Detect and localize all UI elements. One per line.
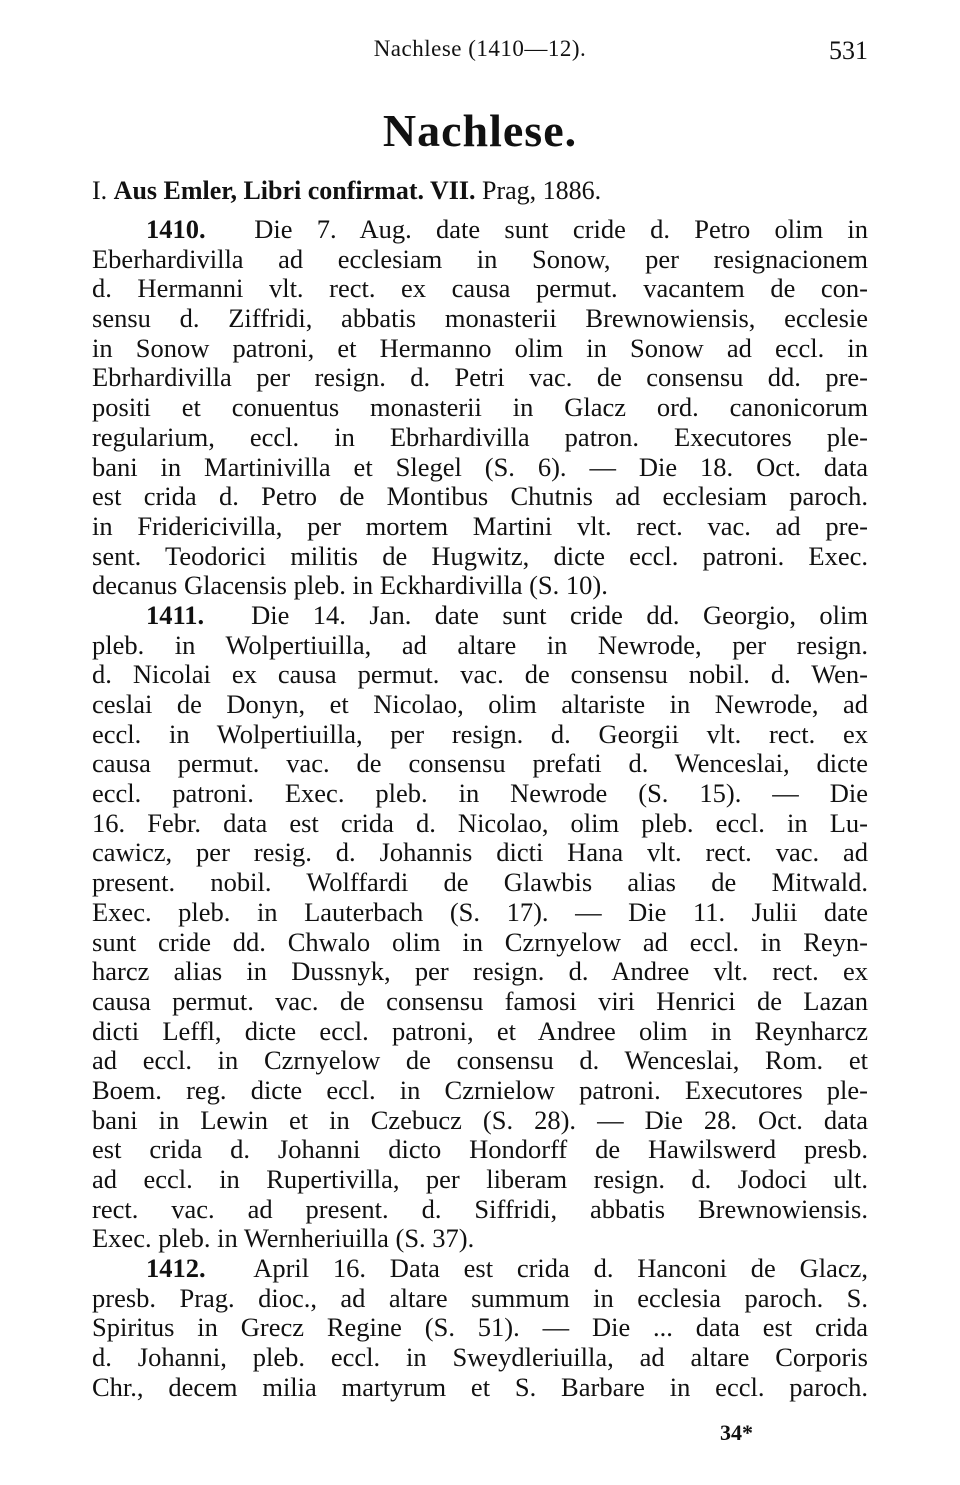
- text-line: Exec. pleb. in Lauterbach (S. 17). — Die 11. Julii date: [92, 896, 868, 927]
- text-line: est crida d. Johanni dicto Hondorff de Hawilswerd presb.: [92, 1134, 868, 1165]
- text-line: d. Nicolai ex causa permut. vac. de consensu nobil. d. Wen-: [92, 659, 868, 690]
- text-line: present. nobil. Wolffardi de Glawbis alias de Mitwald.: [92, 867, 868, 898]
- page-number: 531: [829, 36, 868, 65]
- text-line: positi et conuentus monasterii in Glacz ord. canonicorum: [92, 392, 868, 423]
- section-title: Nachlese.: [382, 105, 578, 156]
- year-heading: 1410.: [146, 214, 206, 244]
- text-line: Eberhardivilla ad ecclesiam in Sonow, per resignacionem: [92, 243, 868, 274]
- text-line: in Sonow patroni, et Hermanno olim in Sonow ad eccl. in: [92, 332, 868, 363]
- text-line: bani in Martinivilla et Slegel (S. 6). — Die 18. Oct. data: [92, 451, 868, 482]
- source-prefix: I.: [92, 176, 108, 205]
- text-line: Spiritus in Grecz Regine (S. 51). — Die ... data est crida: [92, 1312, 868, 1343]
- text-line: causa permut. vac. de consensu famosi viri Henrici de Lazan: [92, 985, 868, 1016]
- source-citation: [92, 176, 868, 206]
- year-heading: 1412.: [146, 1253, 206, 1284]
- text-line: regularium, eccl. in Ebrhardivilla patron. Executores ple-: [92, 421, 868, 452]
- text-line: d. Hermanni vlt. rect. ex causa permut. vacantem de con-: [92, 273, 868, 304]
- text-line: d. Johanni, pleb. eccl. in Sweydleriuilla, ad altare Corporis: [92, 1342, 868, 1373]
- text-line: 1411. Die 14. Jan. date sunt cride dd. Georgio, olim: [146, 599, 868, 630]
- text-line: Chr., decem milia martyrum et S. Barbare in eccl. paroch.: [92, 1371, 868, 1402]
- text-line: 1410. Die 7. Aug. date sunt cride d. Petro olim in: [146, 214, 868, 244]
- text-line: bani in Lewin et in Czebucz (S. 28). — Die 28. Oct. data: [92, 1104, 868, 1135]
- year-heading: 1411.: [146, 599, 205, 630]
- text-line: Exec. pleb. in Wernheriuilla (S. 37).: [92, 1223, 475, 1254]
- running-title: Nachlese (1410—12).: [373, 36, 587, 61]
- text-line: rect. vac. ad present. d. Siffridi, abbatis Brewnowiensis.: [92, 1193, 868, 1224]
- text-line: cawicz, per resig. d. Johannis dicti Hana vlt. rect. vac. ad: [92, 837, 868, 868]
- text-line: harcz alias in Dussnyk, per resign. d. Andree vlt. rect. ex: [92, 956, 868, 987]
- text-line: ad eccl. in Rupertivilla, per liberam resign. d. Jodoci ult.: [92, 1164, 868, 1194]
- source-place-year: Prag, 1886.: [482, 176, 602, 205]
- text-line: pleb. in Wolpertiuilla, ad altare in Newrode, per resign.: [92, 629, 868, 660]
- text-line: 1412. April 16. Data est crida d. Hanconi de Glacz,: [146, 1253, 868, 1284]
- text-line: 16. Febr. data est crida d. Nicolao, olim pleb. eccl. in Lu-: [92, 807, 868, 838]
- source-label: Aus Emler, Libri confirmat. VII.: [113, 176, 476, 205]
- page-header: [92, 36, 868, 70]
- body-text: [92, 215, 868, 1403]
- text-line: decanus Glacensis pleb. in Eckhardivilla (S. 10).: [92, 570, 608, 601]
- text-line: sunt cride dd. Chwalo olim in Czrnyelow ad eccl. in Reyn-: [92, 926, 868, 957]
- text-line: eccl. in Wolpertiuilla, per resign. d. Georgii vlt. rect. ex: [92, 718, 868, 749]
- text-line: sensu d. Ziffridi, abbatis monasterii Brewnowiensis, ecclesie: [92, 303, 868, 334]
- text-line: presb. Prag. dioc., ad altare summum in ecclesia paroch. S.: [92, 1282, 868, 1313]
- text-line: Boem. reg. dicte eccl. in Czrnielow patroni. Executores ple-: [92, 1074, 868, 1105]
- text-line: eccl. patroni. Exec. pleb. in Newrode (S. 15). — Die: [92, 778, 868, 809]
- text-line: ceslai de Donyn, et Nicolao, olim altariste in Newrode, ad: [92, 689, 868, 719]
- printer-signature: 34*: [720, 1420, 753, 1445]
- text-line: est crida d. Petro de Montibus Chutnis ad ecclesiam paroch.: [92, 481, 868, 512]
- text-line: ad eccl. in Czrnyelow de consensu d. Wenceslai, Rom. et: [92, 1045, 868, 1076]
- text-line: sent. Teodorici militis de Hugwitz, dicte eccl. patroni. Exec.: [92, 540, 868, 571]
- text-line: in Fridericivilla, per mortem Martini vlt. rect. vac. ad pre-: [92, 510, 868, 541]
- text-line: dicti Leffl, dicte eccl. patroni, et Andree olim in Reynharcz: [92, 1015, 868, 1046]
- text-line: causa permut. vac. de consensu prefati d. Wenceslai, dicte: [92, 748, 868, 779]
- text-line: Ebrhardivilla per resign. d. Petri vac. de consensu dd. pre-: [92, 362, 868, 393]
